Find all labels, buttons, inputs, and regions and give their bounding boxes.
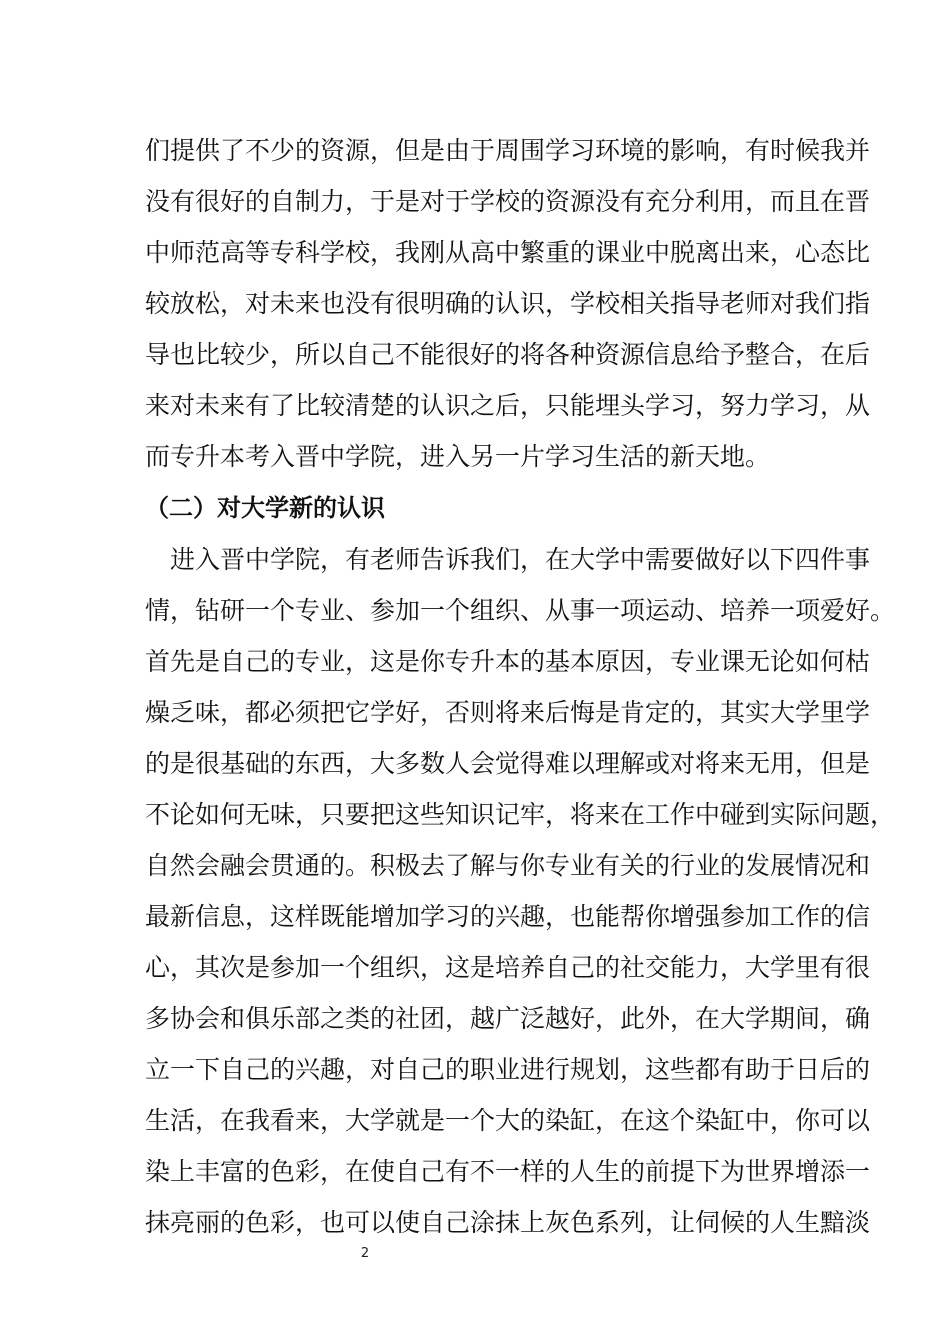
text-line: 导也比较少，所以自己不能很好的将各种资源信息给予整合，在后 [145,340,871,369]
text-line: 立一下自己的兴趣，对自己的职业进行规划，这些都有助于日后的 [145,1055,871,1084]
section-heading: （二）对大学新的认识 [145,494,385,522]
text-line: 没有很好的自制力，于是对于学校的资源没有充分利用，而且在晋 [145,187,871,216]
page-number: 2 [360,1246,370,1261]
text-line: 生活，在我看来，大学就是一个大的染缸，在这个染缸中，你可以 [145,1106,871,1135]
text-line: 的是很基础的东西，大多数人会觉得难以理解或对将来无用，但是 [145,749,871,778]
text-line: 们提供了不少的资源，但是由于周围学习环境的影响，有时候我并 [145,136,871,165]
text-line: 进入晋中学院，有老师告诉我们，在大学中需要做好以下四件事 [170,545,871,574]
paragraph-1 [145,125,871,482]
text-line: 自然会融会贯通的。积极去了解与你专业有关的行业的发展情况和 [145,851,871,880]
text-line: 中师范高等专科学校，我刚从高中繁重的课业中脱离出来，心态比 [145,238,871,267]
text-line: 而专升本考入晋中学院，进入另一片学习生活的新天地。 [145,442,771,471]
text-line: 不论如何无味，只要把这些知识记牢，将来在工作中碰到实际问题， [145,800,896,829]
text-line: 心，其次是参加一个组织，这是培养自己的社交能力，大学里有很 [145,953,871,982]
section-heading-block [145,483,815,534]
text-line: 首先是自己的专业，这是你专升本的基本原因，专业课无论如何枯 [145,647,871,676]
text-line: 来对未来有了比较清楚的认识之后，只能埋头学习，努力学习，从 [145,391,871,420]
text-line: 较放松，对未来也没有很明确的认识，学校相关指导老师对我们指 [145,289,871,318]
text-line: 多协会和俱乐部之类的社团，越广泛越好，此外，在大学期间，确 [145,1004,871,1033]
text-line: 染上丰富的色彩，在使自己有不一样的人生的前提下为世界增添一 [145,1157,871,1186]
paragraph-2 [145,534,896,1248]
text-line: 燥乏味，都必须把它学好，否则将来后悔是肯定的，其实大学里学 [145,698,871,727]
text-line: 最新信息，这样既能增加学习的兴趣，也能帮你增强参加工作的信 [145,902,871,931]
text-line: 抹亮丽的色彩，也可以使自己涂抹上灰色系列，让伺候的人生黯淡 [145,1208,871,1237]
text-line: 情，钻研一个专业、参加一个组织、从事一项运动、培养一项爱好。 [145,596,896,625]
